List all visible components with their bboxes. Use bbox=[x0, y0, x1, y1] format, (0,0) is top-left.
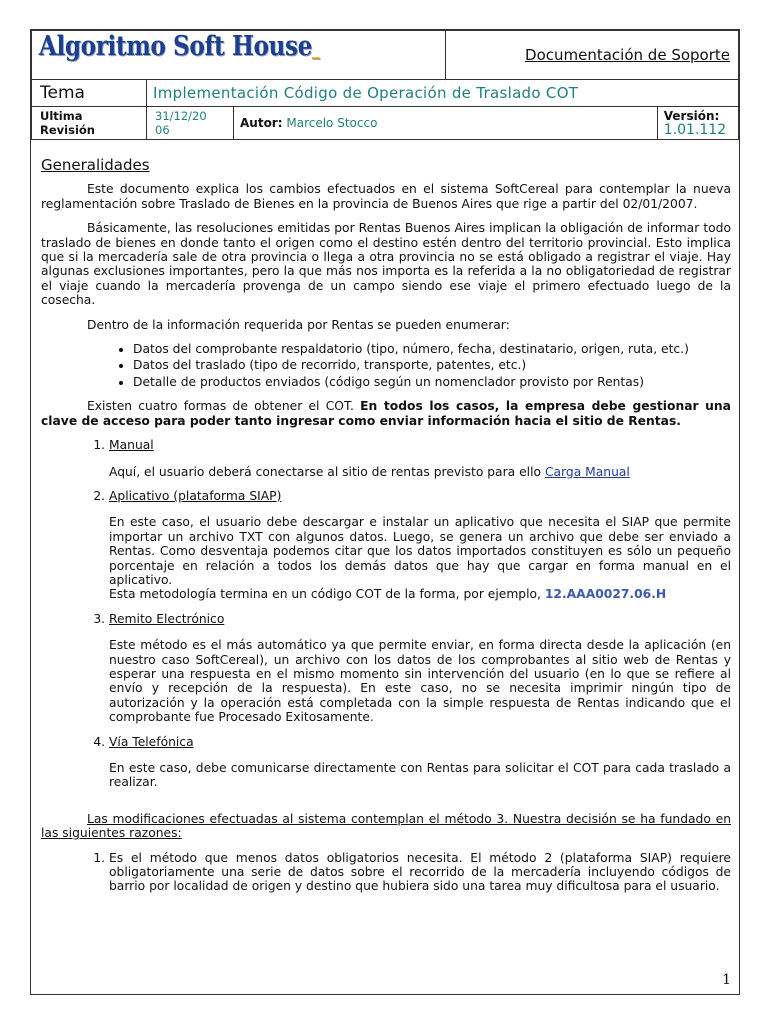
paragraph-modificaciones: Las modificaciones efectuadas al sistema contemplan el método 3. Nuestra decisión se ha fundado en las siguientes razones: bbox=[41, 811, 731, 841]
list-item: 1. Es el método que menos datos obligatorios necesita. El método 2 (plataforma SIAP) requiere obligatoriamente una serie de datos sobre el recorrido de la mercadería incluyendo códigos de barrio por localidad de origen y destino que hubiera sido una tarea muy dificultosa para el usuario. bbox=[109, 851, 731, 894]
document-header-table bbox=[31, 30, 739, 140]
method-title: 4. Vía Telefónica bbox=[109, 734, 194, 749]
paragraph-resoluciones: Básicamente, las resoluciones emitidas por Rentas Buenos Aires implican la obligación de informar todo traslado de bienes en donde tanto el origen como el destino estén dentro del territorio provincial. Esto implica que si la mercadería sale de otra provincia o llega a otra provincia no se está obligado a registrar el viaje. Hay algunas exclusiones importantes, pero la que más nos importa es la referida a la no obligatoriedad de registrar el viaje cuando la mercadería provenga de un campo siendo ese viaje el primero efectuado luego de la cosecha. bbox=[41, 221, 731, 308]
method-text: En este caso, debe comunicarse directamente con Rentas para solicitar el COT para cada traslado a realizar. bbox=[109, 761, 731, 790]
reasons-list bbox=[41, 851, 731, 894]
list-item: • Datos del comprobante respaldatorio (tipo, número, fecha, destinatario, origen, ruta, etc.) bbox=[133, 342, 731, 356]
methods-list bbox=[41, 438, 731, 790]
section-title: Generalidades bbox=[41, 156, 150, 174]
revision-label: Ultima Revisión bbox=[32, 107, 147, 140]
method-title: 1. Manual bbox=[109, 438, 154, 453]
paragraph-formas-cot: Existen cuatro formas de obtener el COT. En todos los casos, la empresa debe gestionar una clave de acceso para poder tanto ingresar como enviar información hacia el sitio de Rentas. bbox=[41, 399, 731, 428]
revision-date: 31/12/20 06 bbox=[147, 107, 234, 140]
requirements-list bbox=[41, 342, 731, 389]
carga-manual-link[interactable]: Carga Manual bbox=[544, 464, 630, 479]
paragraph-intro: Este documento explica los cambios efectuados en el sistema SoftCereal para contemplar la nueva reglamentación sobre Traslado de Bienes en la provincia de Buenos Aires que rige a partir del 02/01/2007. bbox=[41, 182, 731, 211]
page-number: 1 bbox=[722, 972, 731, 988]
version-cell: Versión: 1.01.112 bbox=[657, 107, 738, 140]
list-item bbox=[109, 612, 731, 725]
document-body bbox=[41, 158, 731, 894]
doc-type-title: Documentación de Soporte bbox=[445, 31, 738, 80]
tema-label: Tema bbox=[32, 80, 147, 107]
list-item bbox=[109, 735, 731, 790]
logo-cell bbox=[32, 31, 446, 80]
company-logo: Algoritmo Soft House_ bbox=[38, 31, 320, 62]
cot-code-example: 12.AAA0027.06.H bbox=[544, 587, 667, 602]
list-item: • Detalle de productos enviados (código según un nomenclador provisto por Rentas) bbox=[133, 375, 731, 389]
method-text: Este método es el más automático ya que permite enviar, en forma directa desde la aplicación (en nuestro caso SoftCereal), un archivo con los datos de los comprobantes al sitio web de Rentas y esperar una respuesta en el mismo momento sin intervención del usuario (en lo que se refiere al envío y recepción de la respuesta). En este caso, no se necesita imprimir ningún tipo de autorización y la operación está completada con la simple respuesta de Rentas indicando que el comprobante fue Procesado Exitosamente. bbox=[109, 638, 731, 725]
list-item: • Datos del traslado (tipo de recorrido, transporte, patentes, etc.) bbox=[133, 358, 731, 372]
bold-statement: En todos los casos, la empresa debe gestionar una clave de acceso para poder tanto ingresar como enviar información hacia el sitio de Rentas. bbox=[41, 399, 731, 428]
paragraph-info-requerida: Dentro de la información requerida por Rentas se pueden enumerar: bbox=[87, 317, 510, 332]
list-item: 1. Manual Aquí, el usuario deberá conectarse al sitio de rentas previsto para ello Carga Manual bbox=[109, 438, 731, 479]
tema-value: Implementación Código de Operación de Traslado COT bbox=[147, 80, 739, 107]
document-page bbox=[30, 29, 740, 995]
method-text: En este caso, el usuario debe descargar e instalar un aplicativo que necesita el SIAP que permite importar un archivo TXT con algunos datos. Luego, se genera un archivo que debe ser enviado a Rentas. Como desventaja podemos citar que los datos importados constituyen es sólo un pequeño porcentaje en relación a todos los demás datos que hay que cargar en forma manual en el aplicativo. bbox=[109, 515, 731, 587]
version-value: 1.01.112 bbox=[663, 122, 727, 138]
list-item: 2. Aplicativo (plataforma SIAP) En este caso, el usuario debe descargar e instalar un aplicativo que necesita el SIAP que permite importar un archivo TXT con algunos datos. Luego, se genera un archivo que debe ser enviado a Rentas. Como desventaja podemos citar que los datos importados constituyen es sólo un pequeño porcentaje en relación a todos los demás datos que hay que cargar en forma manual en el aplicativo. Esta metodología termina en un código COT de la forma, por ejemplo, 12.AAA0027.06.H bbox=[109, 489, 731, 602]
author-name: Marcelo Stocco bbox=[286, 116, 378, 130]
author-cell: Autor: Marcelo Stocco bbox=[234, 107, 658, 140]
method-title: 3. Remito Electrónico bbox=[109, 611, 225, 626]
method-title: 2. Aplicativo (plataforma SIAP) bbox=[109, 488, 282, 503]
